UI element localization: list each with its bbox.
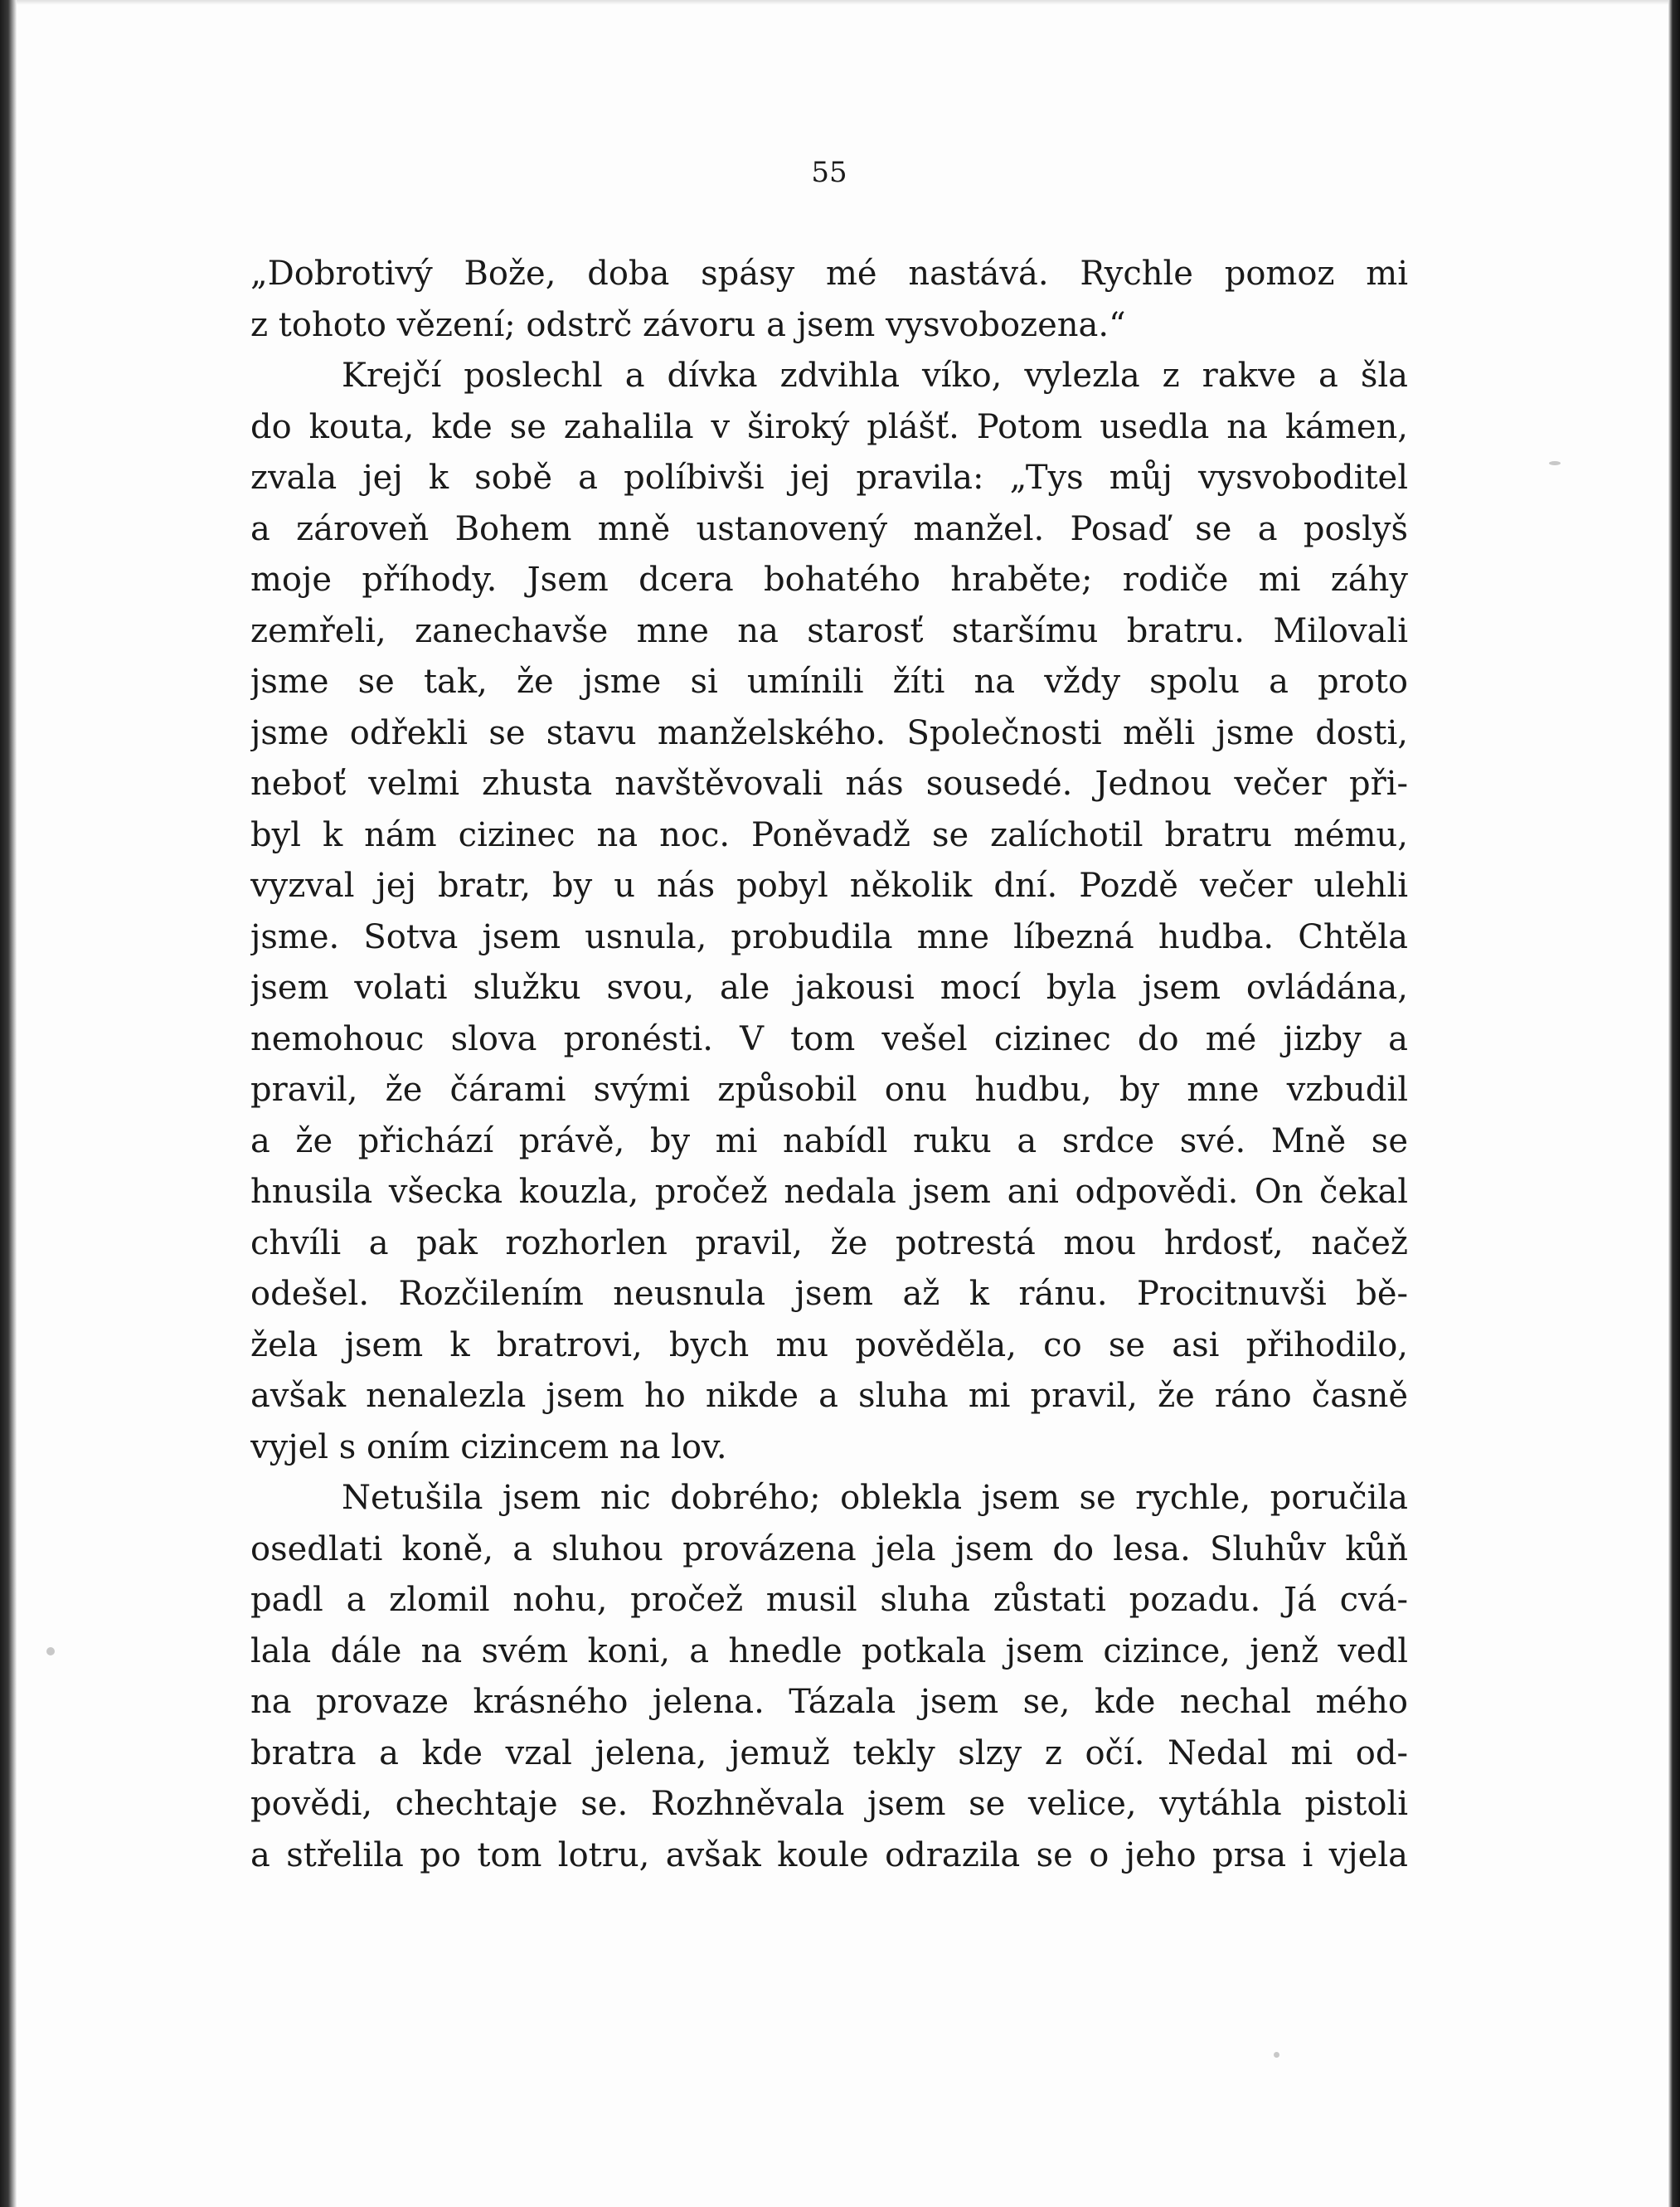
text-line: avšak nenalezla jsem ho nikde a sluha mi pravil, že ráno časně [250, 1377, 1408, 1415]
text-line: pravil, že čárami svými způsobil onu hudbu, by mne vzbudil [250, 1071, 1408, 1109]
text-line: zemřeli, zanechavše mne na starosť staršímu bratru. Milovali [250, 611, 1408, 650]
paper-speck [1274, 2052, 1279, 2058]
text-line: a střelila po tom lotru, avšak koule odrazila se o jeho prsa i vjela [250, 1835, 1408, 1874]
text-line: a že přichází právě, by mi nabídl ruku a srdce své. Mně se [250, 1121, 1408, 1160]
text-line: lala dále na svém koni, a hnedle potkala jsem cizince, jenž vedl [250, 1631, 1408, 1670]
text-line: jsme. Sotva jsem usnula, probudila mne líbezná hudba. Chtěla [250, 917, 1408, 956]
scan-top-edge [0, 0, 1680, 5]
text-line: chvíli a pak rozhorlen pravil, že potrestá mou hrdosť, načež [250, 1223, 1408, 1262]
text-line: hnusila všecka kouzla, pročež nedala jsem ani odpovědi. On čekal [250, 1173, 1408, 1211]
scan-right-edge [1668, 0, 1680, 2207]
text-line: a zároveň Bohem mně ustanovený manžel. Posaď se a poslyš [250, 509, 1408, 548]
text-line: byl k nám cizinec na noc. Poněvadž se zalíchotil bratru mému, [250, 815, 1408, 854]
text-line: Krejčí poslechl a dívka zdvihla víko, vylezla z rakve a šla [342, 357, 1408, 395]
text-line: jsme se tak, že jsme si umínili žíti na vždy spolu a proto [250, 663, 1408, 701]
text-line: moje příhody. Jsem dcera bohatého hraběte; rodiče mi záhy [250, 561, 1408, 599]
paper-speck [46, 1647, 55, 1655]
text-line: „Dobrotivý Bože, doba spásy mé nastává. Rychle pomoz mi [250, 255, 1408, 293]
text-line: bratra a kde vzal jelena, jemuž tekly slzy z očí. Nedal mi od- [250, 1733, 1408, 1772]
text-line: osedlati koně, a sluhou provázena jela jsem do lesa. Sluhův kůň [250, 1529, 1408, 1568]
text-line: povědi, chechtaje se. Rozhněvala jsem se velice, vytáhla pistoli [250, 1785, 1408, 1823]
text-line: odešel. Rozčilením neusnula jsem až k ránu. Procitnuvši bě- [250, 1275, 1408, 1313]
text-line: padl a zlomil nohu, pročež musil sluha zůstati pozadu. Já cvá- [250, 1581, 1408, 1619]
text-line: Netušila jsem nic dobrého; oblekla jsem se rychle, poručila [342, 1479, 1408, 1517]
text-line: neboť velmi zhusta navštěvovali nás sousedé. Jednou večer při- [250, 765, 1408, 803]
text-line: do kouta, kde se zahalila v široký plášť. Potom usedla na kámen, [250, 407, 1408, 446]
page-number: 55 [811, 156, 847, 189]
text-line: nemohouc slova pronésti. V tom vešel cizinec do mé jizby a [250, 1019, 1408, 1058]
body-text [250, 249, 1408, 1881]
text-line: z tohoto vězení; odstrč závoru a jsem vysvobozena.“ [250, 305, 1126, 344]
text-line: vyjel s oním cizincem na lov. [250, 1427, 727, 1466]
text-line: zvala jej k sobě a políbivši jej pravila: „Tys můj vysvoboditel [250, 459, 1408, 497]
text-line: jsem volati služku svou, ale jakousi mocí byla jsem ovládána, [250, 969, 1408, 1007]
text-line: žela jsem k bratrovi, bych mu pověděla, co se asi přihodilo, [250, 1325, 1408, 1364]
text-line: vyzval jej bratr, by u nás pobyl několik dní. Pozdě večer ulehli [250, 867, 1408, 905]
text-line: na provaze krásného jelena. Tázala jsem se, kde nechal mého [250, 1683, 1408, 1721]
scan-left-edge [0, 0, 17, 2207]
paper-speck [1549, 461, 1561, 465]
text-line: jsme odřekli se stavu manželského. Společnosti měli jsme dosti, [250, 713, 1408, 752]
